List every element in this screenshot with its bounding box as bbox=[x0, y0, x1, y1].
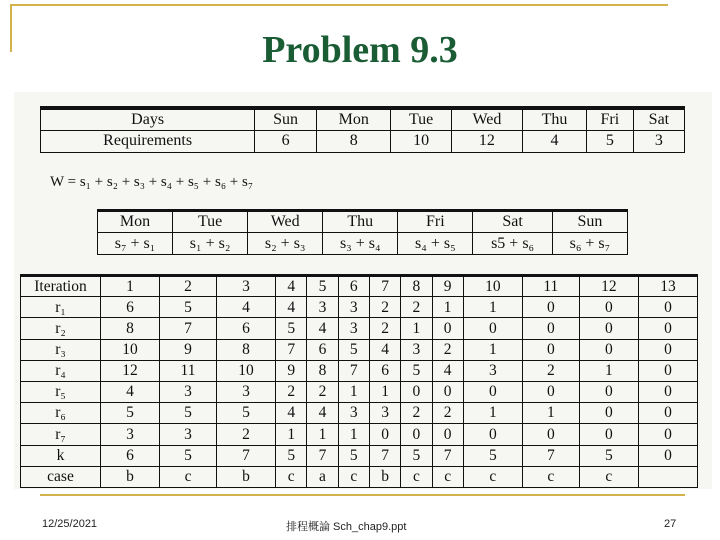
value-cell: 2 bbox=[369, 318, 400, 339]
table-row bbox=[21, 276, 698, 297]
value-cell: 3 bbox=[160, 424, 217, 445]
value-cell: 1 bbox=[432, 297, 463, 318]
day-cell: Fri bbox=[586, 108, 633, 130]
value-cell: 8 bbox=[101, 318, 160, 339]
bottom-accent-line bbox=[40, 494, 685, 496]
value-cell: 0 bbox=[579, 381, 638, 402]
value-cell: 4 bbox=[307, 318, 338, 339]
sum-cell: s₂ + s₃ bbox=[248, 233, 323, 255]
day-cell: Thu bbox=[523, 108, 587, 130]
table-row bbox=[21, 403, 698, 424]
iteration-header: Iteration bbox=[21, 276, 101, 297]
value-cell: 10 bbox=[101, 339, 160, 360]
value-cell: 5 bbox=[579, 445, 638, 466]
iteration-number: 6 bbox=[338, 276, 369, 297]
value-cell: 0 bbox=[638, 318, 697, 339]
value-cell: 0 bbox=[579, 318, 638, 339]
value-cell: c bbox=[338, 466, 369, 487]
row-label: k bbox=[21, 445, 101, 466]
requirement-cell: 12 bbox=[451, 130, 522, 152]
day-cell: Tue bbox=[173, 211, 248, 233]
value-cell: 0 bbox=[522, 339, 579, 360]
value-cell: 0 bbox=[638, 403, 697, 424]
value-cell: 6 bbox=[101, 297, 160, 318]
value-cell: 2 bbox=[307, 381, 338, 402]
value-cell: 10 bbox=[217, 360, 276, 381]
day-cell: Sat bbox=[473, 211, 552, 233]
day-cell: Wed bbox=[451, 108, 522, 130]
value-cell: 1 bbox=[369, 381, 400, 402]
day-cell: Mon bbox=[98, 211, 173, 233]
day-cell: Sun bbox=[552, 211, 627, 233]
value-cell: 3 bbox=[160, 381, 217, 402]
value-cell: 3 bbox=[369, 403, 400, 424]
value-cell: 9 bbox=[276, 360, 307, 381]
requirements-table bbox=[40, 106, 685, 153]
value-cell: 1 bbox=[463, 403, 522, 424]
sum-cell: s₇ + s₁ bbox=[98, 233, 173, 255]
value-cell: 9 bbox=[160, 339, 217, 360]
requirement-cell: 4 bbox=[523, 130, 587, 152]
value-cell: c bbox=[160, 466, 217, 487]
row-label: r₅ bbox=[21, 381, 101, 402]
value-cell: 0 bbox=[638, 381, 697, 402]
iteration-number: 9 bbox=[432, 276, 463, 297]
value-cell: 3 bbox=[101, 424, 160, 445]
value-cell: 2 bbox=[217, 424, 276, 445]
day-cell: Wed bbox=[248, 211, 323, 233]
row-label-days: Days bbox=[41, 108, 255, 130]
value-cell: 7 bbox=[307, 445, 338, 466]
value-cell: 1 bbox=[276, 424, 307, 445]
top-accent-line bbox=[10, 4, 668, 6]
value-cell: 8 bbox=[217, 339, 276, 360]
value-cell: 5 bbox=[401, 445, 432, 466]
value-cell: 1 bbox=[463, 297, 522, 318]
day-cell: Fri bbox=[398, 211, 473, 233]
iteration-number: 8 bbox=[401, 276, 432, 297]
iteration-number: 7 bbox=[369, 276, 400, 297]
value-cell: 0 bbox=[463, 318, 522, 339]
footer-date: 12/25/2021 bbox=[42, 518, 98, 530]
iteration-number: 2 bbox=[160, 276, 217, 297]
table-row bbox=[21, 360, 698, 381]
value-cell: 0 bbox=[522, 424, 579, 445]
table-row bbox=[21, 445, 698, 466]
iteration-number: 12 bbox=[579, 276, 638, 297]
value-cell: 0 bbox=[638, 424, 697, 445]
value-cell: 0 bbox=[522, 381, 579, 402]
sum-cell: s₃ + s₄ bbox=[323, 233, 398, 255]
sum-cell: s₁ + s₂ bbox=[173, 233, 248, 255]
value-cell: 3 bbox=[217, 381, 276, 402]
value-cell: 4 bbox=[276, 403, 307, 424]
value-cell: 4 bbox=[217, 297, 276, 318]
sum-cell: s₆ + s₇ bbox=[552, 233, 627, 255]
value-cell: 2 bbox=[369, 297, 400, 318]
value-cell: c bbox=[432, 466, 463, 487]
value-cell: 4 bbox=[432, 360, 463, 381]
value-cell: 3 bbox=[307, 297, 338, 318]
value-cell: 12 bbox=[101, 360, 160, 381]
value-cell: 0 bbox=[638, 360, 697, 381]
value-cell: 1 bbox=[338, 424, 369, 445]
value-cell: 8 bbox=[307, 360, 338, 381]
sum-cell: s5 + s₆ bbox=[473, 233, 552, 255]
value-cell: 5 bbox=[160, 403, 217, 424]
value-cell: 0 bbox=[579, 339, 638, 360]
value-cell: 6 bbox=[369, 360, 400, 381]
value-cell: c bbox=[522, 466, 579, 487]
row-label: r₁ bbox=[21, 297, 101, 318]
value-cell: 1 bbox=[401, 318, 432, 339]
day-cell: Mon bbox=[316, 108, 390, 130]
value-cell: 0 bbox=[432, 318, 463, 339]
value-cell: 5 bbox=[160, 297, 217, 318]
value-cell: 4 bbox=[307, 403, 338, 424]
slide-title: Problem 9.3 bbox=[262, 29, 458, 71]
table-row bbox=[21, 381, 698, 402]
value-cell: 5 bbox=[338, 339, 369, 360]
value-cell: 1 bbox=[463, 339, 522, 360]
table-row bbox=[21, 339, 698, 360]
value-cell: 0 bbox=[522, 318, 579, 339]
value-cell: c bbox=[276, 466, 307, 487]
table-row bbox=[98, 211, 628, 233]
value-cell: 3 bbox=[338, 318, 369, 339]
value-cell: 7 bbox=[338, 360, 369, 381]
value-cell: 7 bbox=[369, 445, 400, 466]
value-cell: 0 bbox=[463, 381, 522, 402]
value-cell: 4 bbox=[276, 297, 307, 318]
value-cell: a bbox=[307, 466, 338, 487]
value-cell: 0 bbox=[522, 297, 579, 318]
value-cell: 5 bbox=[160, 445, 217, 466]
value-cell: 0 bbox=[579, 403, 638, 424]
value-cell: 7 bbox=[522, 445, 579, 466]
table-row bbox=[21, 424, 698, 445]
value-cell: 0 bbox=[432, 424, 463, 445]
iteration-number: 1 bbox=[101, 276, 160, 297]
objective-formula: W = s₁ + s₂ + s₃ + s₄ + s₅ + s₆ + s₇ bbox=[50, 174, 254, 190]
value-cell: 3 bbox=[338, 403, 369, 424]
row-label: r₆ bbox=[21, 403, 101, 424]
row-label: case bbox=[21, 466, 101, 487]
day-cell: Sun bbox=[255, 108, 317, 130]
table-row bbox=[98, 233, 628, 255]
value-cell: b bbox=[217, 466, 276, 487]
value-cell: c bbox=[463, 466, 522, 487]
value-cell: 0 bbox=[401, 381, 432, 402]
iteration-table bbox=[20, 274, 698, 488]
shift-table bbox=[97, 209, 628, 255]
row-label: r₃ bbox=[21, 339, 101, 360]
requirement-cell: 3 bbox=[633, 130, 684, 152]
value-cell: 0 bbox=[638, 339, 697, 360]
value-cell: 7 bbox=[217, 445, 276, 466]
requirement-cell: 8 bbox=[316, 130, 390, 152]
row-label: r₇ bbox=[21, 424, 101, 445]
value-cell: c bbox=[401, 466, 432, 487]
value-cell: 7 bbox=[432, 445, 463, 466]
value-cell: 5 bbox=[276, 318, 307, 339]
value-cell: 2 bbox=[432, 403, 463, 424]
value-cell: 3 bbox=[338, 297, 369, 318]
value-cell: 0 bbox=[369, 424, 400, 445]
value-cell: 1 bbox=[338, 381, 369, 402]
value-cell: c bbox=[579, 466, 638, 487]
table-row bbox=[21, 297, 698, 318]
table-row bbox=[21, 318, 698, 339]
value-cell: 0 bbox=[463, 424, 522, 445]
value-cell: 5 bbox=[217, 403, 276, 424]
iteration-number: 10 bbox=[463, 276, 522, 297]
value-cell: 0 bbox=[401, 424, 432, 445]
value-cell: 0 bbox=[432, 381, 463, 402]
value-cell: 2 bbox=[401, 297, 432, 318]
requirement-cell: 10 bbox=[391, 130, 451, 152]
row-label: r₄ bbox=[21, 360, 101, 381]
row-label-requirements: Requirements bbox=[41, 130, 255, 152]
value-cell bbox=[638, 466, 697, 487]
value-cell: 6 bbox=[101, 445, 160, 466]
iteration-number: 13 bbox=[638, 276, 697, 297]
day-cell: Sat bbox=[633, 108, 684, 130]
footer-filename: 排程概論 Sch_chap9.ppt bbox=[286, 521, 407, 533]
day-cell: Thu bbox=[323, 211, 398, 233]
value-cell: 11 bbox=[160, 360, 217, 381]
row-label: r₂ bbox=[21, 318, 101, 339]
table-row bbox=[41, 108, 685, 130]
value-cell: 5 bbox=[101, 403, 160, 424]
value-cell: 1 bbox=[579, 360, 638, 381]
value-cell: 3 bbox=[401, 339, 432, 360]
table-row bbox=[41, 130, 685, 152]
iteration-number: 4 bbox=[276, 276, 307, 297]
value-cell: 2 bbox=[522, 360, 579, 381]
iteration-number: 3 bbox=[217, 276, 276, 297]
iteration-number: 11 bbox=[522, 276, 579, 297]
value-cell: 0 bbox=[579, 297, 638, 318]
value-cell: b bbox=[369, 466, 400, 487]
value-cell: 0 bbox=[579, 424, 638, 445]
requirement-cell: 5 bbox=[586, 130, 633, 152]
value-cell: 2 bbox=[432, 339, 463, 360]
day-cell: Tue bbox=[391, 108, 451, 130]
value-cell: 2 bbox=[276, 381, 307, 402]
value-cell: 6 bbox=[217, 318, 276, 339]
value-cell: b bbox=[101, 466, 160, 487]
table-row bbox=[21, 466, 698, 487]
value-cell: 7 bbox=[276, 339, 307, 360]
footer-page-number: 27 bbox=[664, 518, 677, 530]
value-cell: 5 bbox=[276, 445, 307, 466]
value-cell: 0 bbox=[638, 297, 697, 318]
value-cell: 5 bbox=[401, 360, 432, 381]
value-cell: 5 bbox=[463, 445, 522, 466]
iteration-number: 5 bbox=[307, 276, 338, 297]
value-cell: 5 bbox=[338, 445, 369, 466]
value-cell: 0 bbox=[638, 445, 697, 466]
value-cell: 4 bbox=[369, 339, 400, 360]
sum-cell: s₄ + s₅ bbox=[398, 233, 473, 255]
value-cell: 4 bbox=[101, 381, 160, 402]
requirement-cell: 6 bbox=[255, 130, 317, 152]
value-cell: 7 bbox=[160, 318, 217, 339]
value-cell: 2 bbox=[401, 403, 432, 424]
value-cell: 1 bbox=[522, 403, 579, 424]
value-cell: 3 bbox=[463, 360, 522, 381]
value-cell: 1 bbox=[307, 424, 338, 445]
value-cell: 6 bbox=[307, 339, 338, 360]
